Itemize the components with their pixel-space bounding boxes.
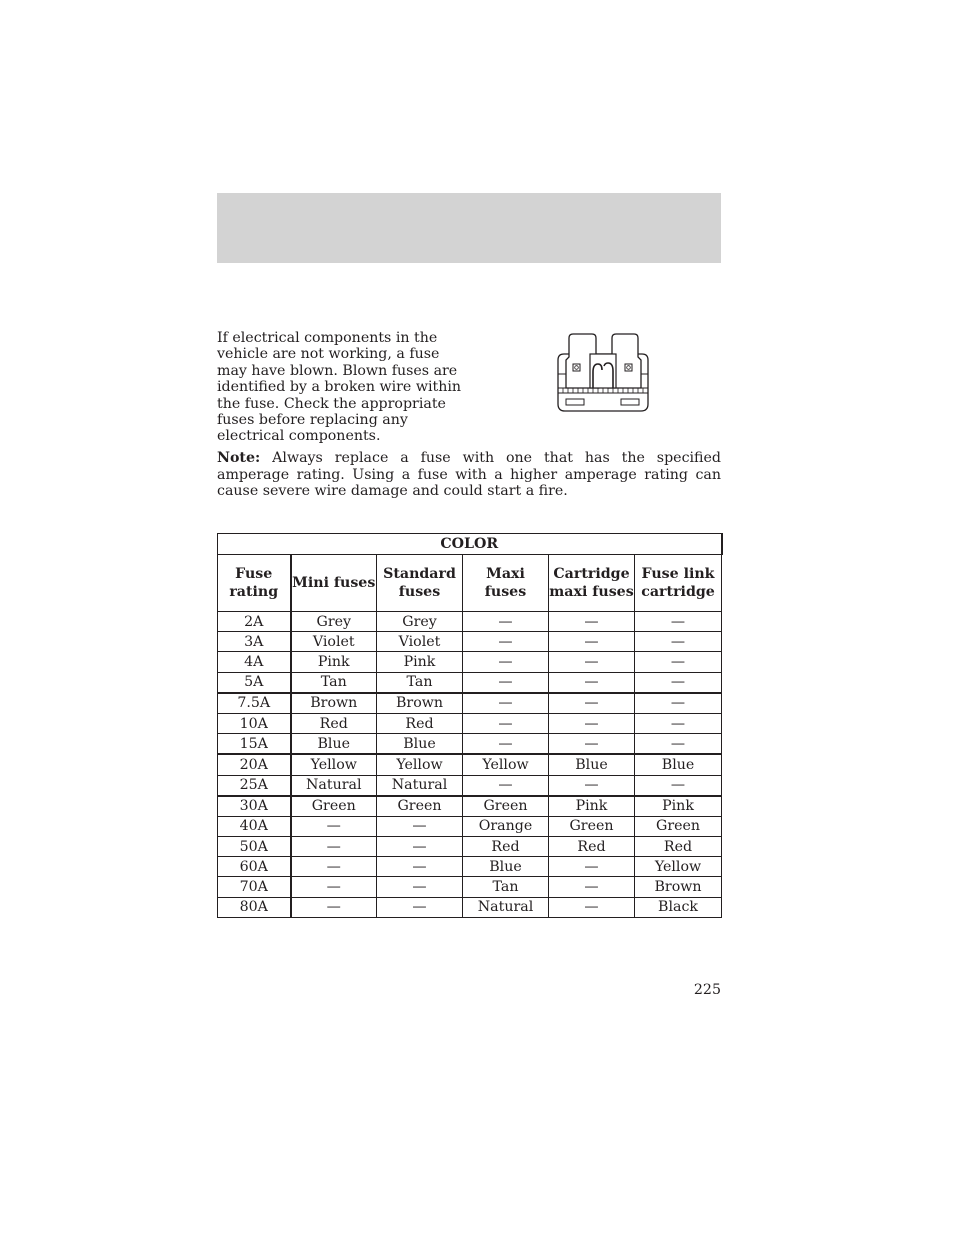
table-cell: 4A	[218, 652, 291, 672]
table-cell: Blue	[377, 734, 463, 755]
table-row	[218, 652, 722, 672]
table-cell: —	[635, 734, 722, 755]
table-cell: —	[549, 775, 635, 796]
table-cell: Green	[635, 816, 722, 836]
table-cell: —	[463, 632, 549, 652]
table-cell: —	[635, 693, 722, 714]
table-cell: 15A	[218, 734, 291, 755]
table-cell: 60A	[218, 857, 291, 877]
page-number: 225	[693, 982, 721, 998]
table-cell: —	[291, 857, 377, 877]
table-row	[218, 632, 722, 652]
table-cell: —	[291, 877, 377, 897]
table-cell: Brown	[377, 693, 463, 714]
table-cell: Blue	[291, 734, 377, 755]
table-cell: —	[463, 652, 549, 672]
col-header-fuse-link-cartridge: Fuse link cartridge	[635, 555, 722, 612]
table-cell: Brown	[291, 693, 377, 714]
table-cell: Grey	[377, 612, 463, 632]
note-label: Note:	[217, 450, 261, 466]
fuse-color-table	[217, 533, 723, 918]
table-cell: Natural	[377, 775, 463, 796]
table-cell: Red	[635, 837, 722, 857]
table-cell: Pink	[549, 796, 635, 817]
table-row	[218, 672, 722, 693]
table-cell: —	[377, 837, 463, 857]
table-cell: —	[463, 713, 549, 733]
table-cell: Green	[463, 796, 549, 817]
table-cell: Violet	[377, 632, 463, 652]
table-cell: 80A	[218, 897, 291, 917]
section-header-band	[217, 193, 721, 263]
table-row	[218, 796, 722, 817]
table-cell: —	[549, 877, 635, 897]
table-cell: —	[291, 816, 377, 836]
table-row	[218, 857, 722, 877]
table-row	[218, 816, 722, 836]
table-cell: —	[549, 857, 635, 877]
table-cell: Blue	[549, 754, 635, 775]
intro-paragraph: If electrical components in the vehicle are not working, a fuse may have blown. Blown fuses are identified by a broken wire within the fuse. Check the appropriate fuses before replacing any electrical components.	[217, 330, 462, 445]
table-cell: —	[377, 816, 463, 836]
table-cell: 5A	[218, 672, 291, 693]
col-header-maxi-fuses: Maxi fuses	[463, 555, 549, 612]
table-cell: 25A	[218, 775, 291, 796]
table-cell: Green	[549, 816, 635, 836]
table-cell: Red	[463, 837, 549, 857]
note-paragraph	[217, 450, 721, 500]
table-cell: —	[291, 837, 377, 857]
table-cell: Natural	[291, 775, 377, 796]
table-cell: 3A	[218, 632, 291, 652]
table-cell: —	[549, 612, 635, 632]
table-cell: 2A	[218, 612, 291, 632]
table-row	[218, 754, 722, 775]
table-row	[218, 612, 722, 632]
table-cell: —	[377, 897, 463, 917]
table-cell: —	[463, 612, 549, 632]
table-cell: 20A	[218, 754, 291, 775]
table-cell: Tan	[291, 672, 377, 693]
table-cell: —	[463, 734, 549, 755]
table-cell: Brown	[635, 877, 722, 897]
table-cell: Tan	[377, 672, 463, 693]
table-cell: Violet	[291, 632, 377, 652]
table-cell: —	[635, 612, 722, 632]
table-cell: —	[549, 897, 635, 917]
table-cell: —	[549, 652, 635, 672]
table-cell: Red	[377, 713, 463, 733]
table-cell: —	[549, 672, 635, 693]
table-cell: Orange	[463, 816, 549, 836]
table-cell: —	[635, 632, 722, 652]
table-cell: —	[291, 897, 377, 917]
table-body	[218, 612, 722, 918]
table-row	[218, 713, 722, 733]
table-cell: Red	[549, 837, 635, 857]
table-cell: —	[635, 652, 722, 672]
table-row	[218, 837, 722, 857]
col-header-cartridge-maxi-fuses: Cartridge maxi fuses	[549, 555, 635, 612]
table-cell: 70A	[218, 877, 291, 897]
table-cell: 50A	[218, 837, 291, 857]
table-cell: Grey	[291, 612, 377, 632]
table-cell: Pink	[635, 796, 722, 817]
table-row	[218, 775, 722, 796]
table-cell: 30A	[218, 796, 291, 817]
table-cell: —	[463, 672, 549, 693]
col-header-standard-fuses: Standard fuses	[377, 555, 463, 612]
table-cell: Blue	[463, 857, 549, 877]
table-row	[218, 877, 722, 897]
table-cell: —	[635, 775, 722, 796]
table-row	[218, 897, 722, 917]
table-cell: Black	[635, 897, 722, 917]
table-cell: 10A	[218, 713, 291, 733]
table-cell: Yellow	[377, 754, 463, 775]
table-cell: Pink	[291, 652, 377, 672]
table-cell: Red	[291, 713, 377, 733]
blown-fuse-icon	[552, 330, 654, 416]
table-cell: —	[549, 632, 635, 652]
col-header-fuse-rating: Fuse rating	[218, 555, 291, 612]
table-row	[218, 693, 722, 714]
table-cell: 7.5A	[218, 693, 291, 714]
table-cell: Green	[377, 796, 463, 817]
table-cell: Tan	[463, 877, 549, 897]
table-cell: —	[635, 672, 722, 693]
table-cell: —	[463, 693, 549, 714]
table-cell: Green	[291, 796, 377, 817]
table-cell: Natural	[463, 897, 549, 917]
table-cell: Blue	[635, 754, 722, 775]
table-cell: Yellow	[463, 754, 549, 775]
table-cell: —	[549, 734, 635, 755]
table-row	[218, 734, 722, 755]
table-cell: —	[377, 877, 463, 897]
table-cell: —	[635, 713, 722, 733]
table-cell: Pink	[377, 652, 463, 672]
table-cell: Yellow	[291, 754, 377, 775]
col-header-mini-fuses: Mini fuses	[291, 555, 377, 612]
table-cell: —	[463, 775, 549, 796]
note-text: Always replace a fuse with one that has the specified amperage rating. Using a fuse with a higher amperage rating can cause severe wire damage and could start a fire.	[217, 450, 721, 500]
table-cell: Yellow	[635, 857, 722, 877]
color-group-header: COLOR	[218, 534, 722, 555]
table-cell: —	[549, 713, 635, 733]
table-cell: —	[549, 693, 635, 714]
table-cell: —	[377, 857, 463, 877]
table-cell: 40A	[218, 816, 291, 836]
